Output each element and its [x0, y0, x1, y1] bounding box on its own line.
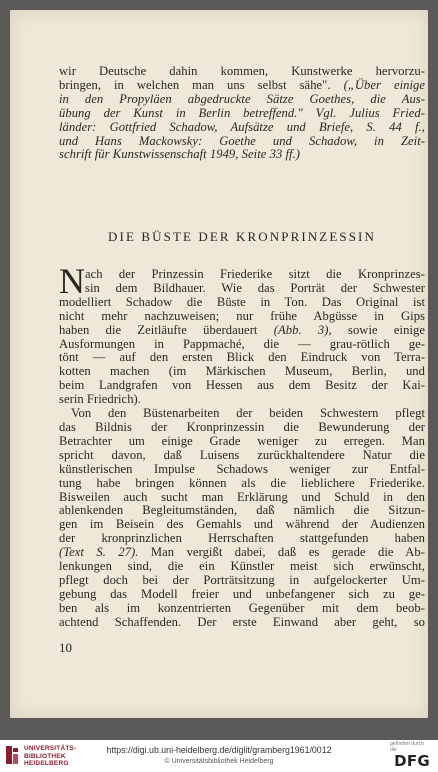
- p2-line-10: der kronprinzlichen Herrschaften stattgefunden haben: [59, 532, 425, 546]
- p1-line-7: tönt — auf den ersten Blick den Eindruck von Terra-: [59, 351, 425, 365]
- p2-line-6: tung habe bringen können als die lieblichere Friederike.: [59, 476, 425, 490]
- p2-line-3: Betrachter um einige Grade weniger zu erregen. Man: [59, 434, 425, 448]
- p2-line-5: künstlerischen Impulse Schadows weniger zur Entfal-: [59, 462, 425, 476]
- drop-cap: N: [59, 261, 86, 301]
- body-text: [59, 261, 425, 630]
- page-number: 10: [59, 640, 72, 655]
- p1-line-2: sin dem Bildhauer. Wie das Porträt der Schwester: [85, 281, 425, 295]
- intro-footnote: [59, 65, 425, 162]
- p2-line-1: Von den Büstenarbeiten der beiden Schwestern pflegt: [71, 407, 425, 421]
- intro-line-7: schrift für Kunstwissenschaft 1949, Seite 33 ff.): [59, 147, 301, 162]
- p2-line-4: spricht davon, daß Luisens zurückhaltendere Natur die: [59, 448, 425, 462]
- university-library-name[interactable]: UNIVERSITÄTS- BIBLIOTHEK HEIDELBERG: [24, 745, 77, 767]
- p2-line-2: das Bildnis der Kronprinzessin die Bewunderung der: [59, 420, 425, 434]
- p2-line-9: gen im Beisein des Gemahls und während der Audienzen: [59, 518, 425, 532]
- p2-line-12: lenkungen sind, die ein Künstler meist sich erwünscht,: [59, 560, 425, 574]
- p2-line-11: (Text S. 27). Man vergißt dabei, daß es gerade die Ab-: [59, 546, 425, 560]
- intro-line-1: wir Deutsche dahin kommen, Kunstwerke hervorzu-: [59, 64, 425, 78]
- intro-line-5: länder: Gottfried Schadow, Aufsätze und Briefe, S. 44 f.,: [59, 119, 425, 134]
- intro-line-2: bringen, in welchen man uns selbst sähe". („Über einige: [59, 77, 426, 92]
- p1-line-1: ach der Prinzessin Friederike sitzt die Kronprinzes-: [85, 268, 425, 281]
- p2-line-7: Bisweilen auch sucht man Erklärung und Schuld in den: [59, 490, 425, 504]
- funding-label: gefördert durch die: [390, 741, 424, 753]
- p2-line-16: achtend Schaffenden. Der erste Einwand aber geht, so: [59, 615, 425, 629]
- p2-line-8: ablenkenden Begleitumständen, daß nämlich die Sitzun-: [59, 504, 425, 518]
- intro-line-4: übung der Kunst in Berlin betreffend." Vgl. Julius Fried-: [59, 105, 426, 120]
- p2-line-14: gebung das Modell freier und unbefangener sich zu ge-: [59, 587, 425, 601]
- permalink-url[interactable]: https://digi.ub.uni-heidelberg.de/diglit/gramberg1961/0012: [106, 745, 332, 755]
- p1-line-3: modelliert Schadow die Büste in Ton. Das Original ist: [59, 295, 425, 309]
- copyright-notice: © Universitätsbibliothek Heidelberg: [164, 758, 274, 765]
- chapter-heading: DIE BÜSTE DER KRONPRINZESSIN: [108, 229, 376, 244]
- dfg-logo[interactable]: DFG: [394, 752, 430, 770]
- p1-line-9: beim Landgrafen von Hessen aus dem Besitz der Kai-: [59, 379, 425, 393]
- p2-line-13: pflegt doch bei der Porträtsitzung in aufgelockerter Um-: [59, 573, 425, 587]
- intro-line-6: und Hans Mackowsky: Goethe und Schadow, in Zeit-: [59, 133, 425, 148]
- p2-line-15: ben als im konzentrierten Gegenüber mit dem beob-: [59, 601, 425, 615]
- p1-line-8: kotten machen (im Märkischen Museum, Berlin, und: [59, 365, 425, 379]
- viewer-footer: [0, 740, 438, 772]
- p1-line-5: haben die Zeitläufte überdauert (Abb. 3), sowie einige: [59, 323, 425, 337]
- scanned-page: [10, 10, 428, 718]
- p1-line-10: serin Friedrich).: [59, 393, 141, 407]
- p1-line-6: Ausformungen in Pappmaché, die — grau-rötlich ge-: [59, 337, 425, 351]
- intro-line-3: in den Propyläen abgedruckte Sätze Goethes, die Aus-: [59, 91, 425, 106]
- p1-line-4: nicht mehr nachzuweisen; nur frühe Abgüsse in Gips: [59, 309, 425, 323]
